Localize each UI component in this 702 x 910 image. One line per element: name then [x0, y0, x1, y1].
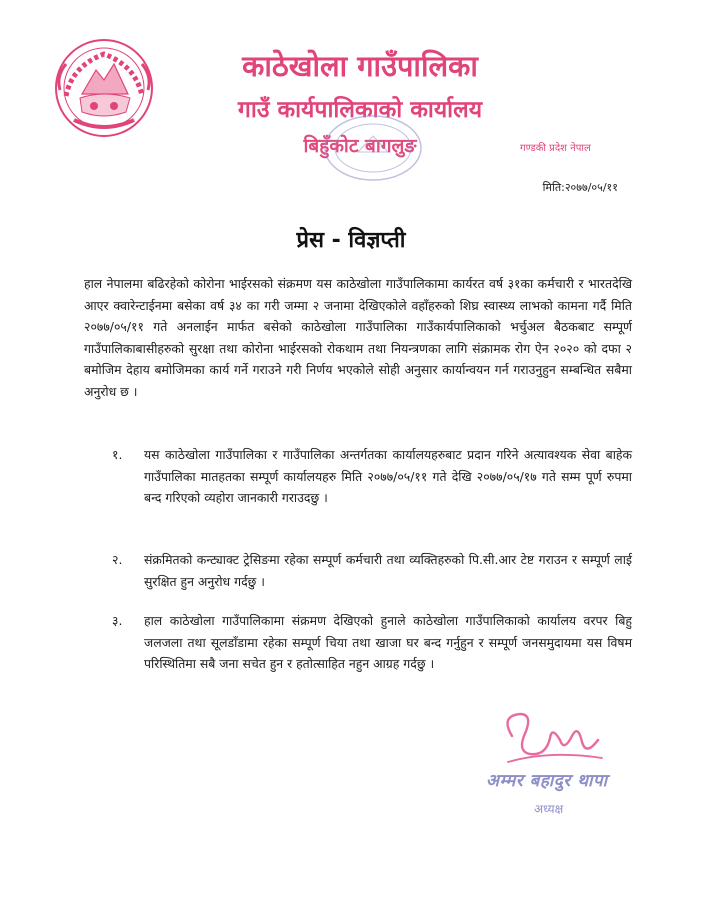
- province-label: गण्डकी प्रदेश नेपाल: [520, 143, 591, 154]
- letter-date: मिति:२०७७/०५/११: [542, 181, 618, 194]
- list-item-text: हाल काठेखोला गाउँपालिकामा संक्रमण देखिएको हुनाले काठेखोला गाउँपालिकाको कार्यालय वरपर बिहु जलजला तथा सूलडाँडामा रहेका सम्पूर्ण चिया तथा खाजा घर बन्द गर्नुहुन र सम्पूर्ण जनसमुदायमा यस विषम परिस्थितिमा सबै जना सचेत हुन र हतोत्साहित नहुन आग्रह गर्दछु ।: [144, 613, 632, 671]
- signatory-name: अम्मर बहादुर थापा: [486, 771, 608, 791]
- list-item: [112, 610, 632, 675]
- office-location: बिहुँकोट बागलुङ: [303, 135, 417, 157]
- list-item: [112, 444, 632, 509]
- list-item-number: १.: [112, 447, 123, 462]
- list-item: [112, 549, 632, 592]
- list-item-number: २.: [112, 552, 123, 567]
- page-title: प्रेस - विज्ञप्ती: [296, 228, 406, 253]
- office-stamp-icon: [318, 108, 428, 188]
- list-item-text: संक्रमितको कन्ट्याक्ट ट्रेसिङमा रहेका सम्पूर्ण कर्मचारी तथा व्यक्तिहरुको पि.सी.आर टेष्ट गराउन र सम्पूर्ण लाई सुरक्षित हुन अनुरोध गर्दछु ।: [144, 552, 632, 589]
- signature-icon: [490, 706, 610, 776]
- body-paragraph: हाल नेपालमा बढिरहेको कोरोना भाईरसको संक्रमण यस काठेखोला गाउँपालिकामा कार्यरत वर्ष ३१का कर्मचारी र भारतदेखि आएर क्वारेन्टाईनमा बसेका वर्ष ३४ का गरी जम्मा २ जनामा देखिएकोले वहाँहरुको शिघ्र स्वास्थ्य लाभको कामना गर्दै मिति २०७७/०५/११ गते अनलाईन मार्फत बसेको काठेखोला गाउँपालिका गाउँकार्यपालिकाको भर्चुअल बैठकबाट सम्पूर्ण गाउँपालिकाबासीहरुको सुरक्षा तथा कोरोना भाईरसको रोकथाम तथा नियन्त्रणका लागि संक्रामक रोग ऐन २०२० को दफा २ बमोजिम देहाय बमोजिमका कार्य गर्ने गराउने गरी निर्णय भएकोले सोही अनुसार कार्यान्वयन गर्न गराउनुहुन सम्बन्धित सबैमा अनुरोध छ ।: [84, 276, 632, 399]
- signatory-title: अध्यक्ष: [534, 802, 564, 816]
- nepal-emblem-icon: [52, 36, 156, 140]
- list-item-text: यस काठेखोला गाउँपालिका र गाउँपालिका अन्तर्गतका कार्यालयहरुबाट प्रदान गरिने अत्यावश्यक सेवा बाहेक गाउँपालिका मातहतका सम्पूर्ण कार्यालयहरु मिति २०७७/०५/११ गते देखि २०७७/०५/१७ गते सम्म पूर्ण रुपमा बन्द गरिएको व्यहोरा जानकारी गराउदछु ।: [144, 447, 632, 505]
- municipality-name: काठेखोला गाउँपालिका: [242, 49, 478, 83]
- list-item-number: ३.: [112, 613, 123, 628]
- office-name: गाउँ कार्यपालिकाको कार्यालय: [237, 97, 483, 123]
